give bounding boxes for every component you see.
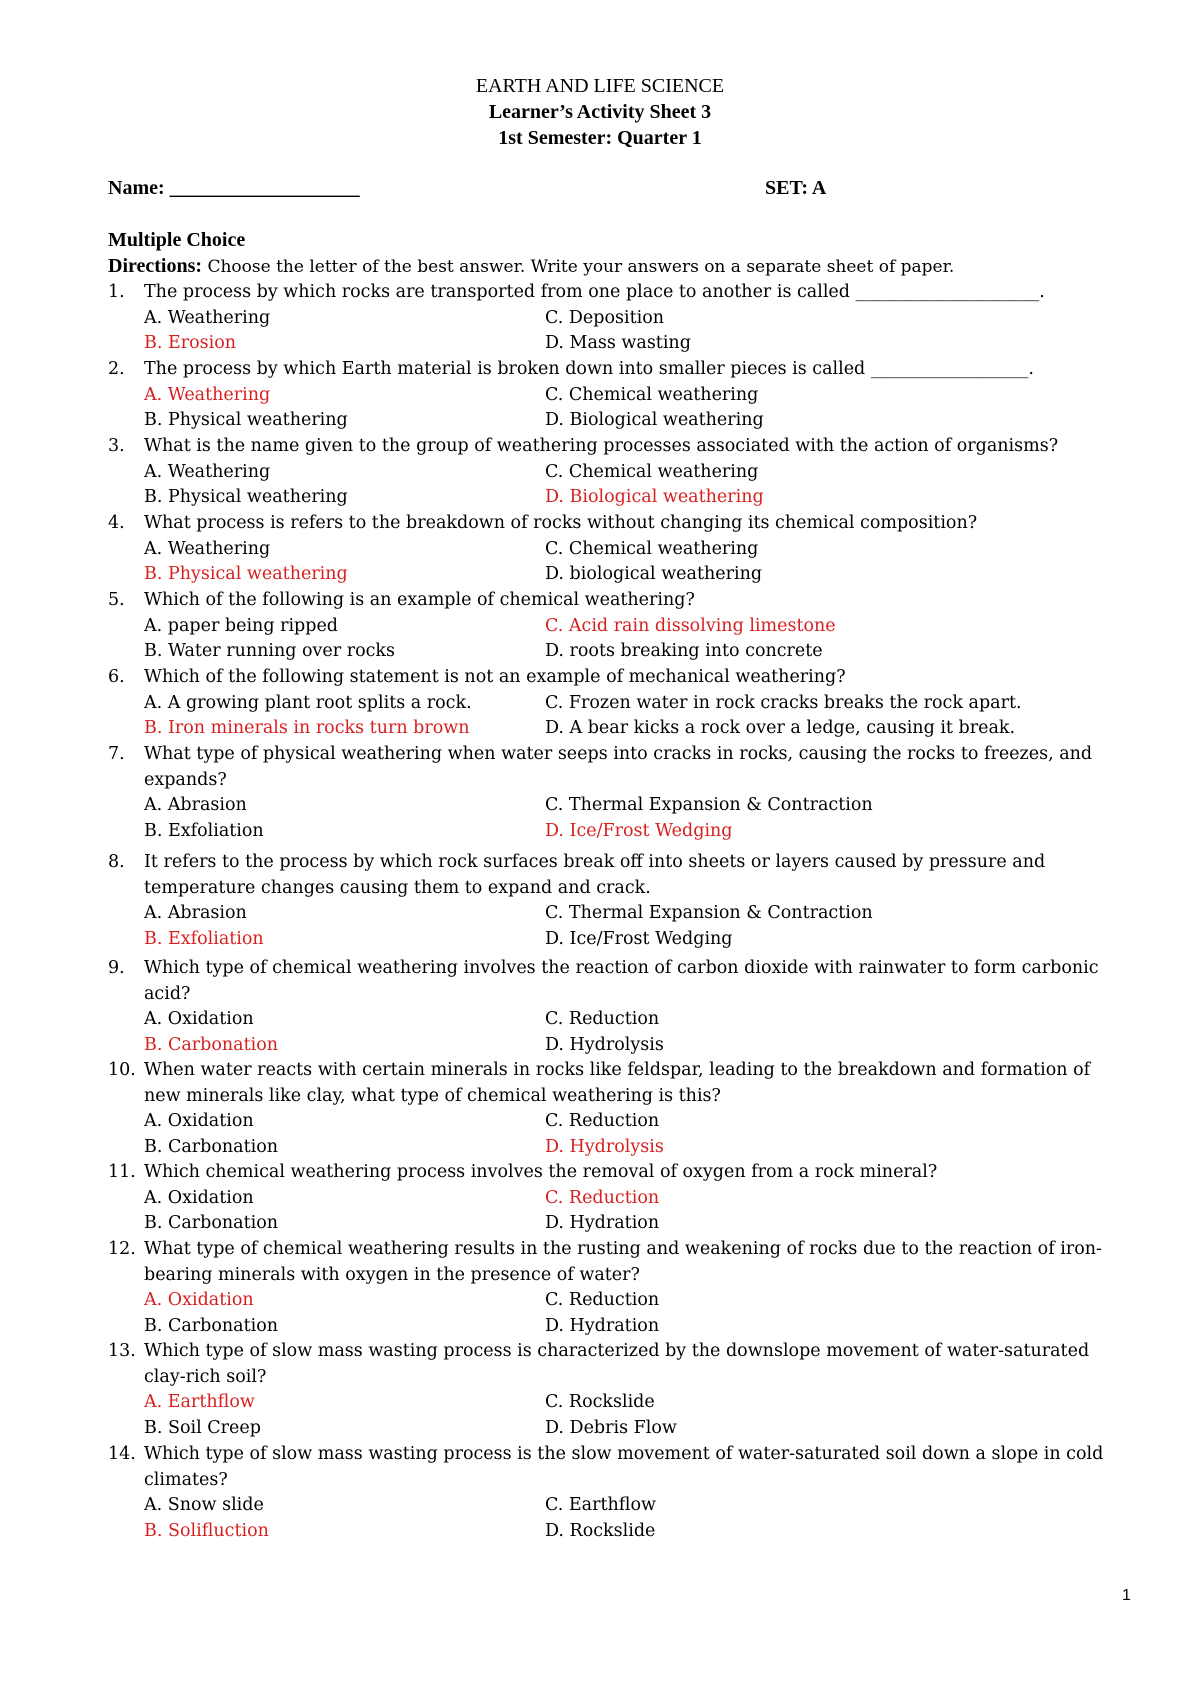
question-item — [108, 1160, 1128, 1237]
option-c: C. Chemical weathering — [545, 538, 759, 559]
question-stem: What is the name given to the group of weathering processes associated with the action of organisms? — [144, 436, 1059, 456]
option-b: B. Water running over rocks — [144, 641, 396, 661]
page-number: 1 — [1122, 1587, 1131, 1604]
instructions-section — [108, 227, 1108, 280]
document-header — [0, 73, 1200, 151]
answer-options — [144, 793, 1128, 844]
question-stem: What type of chemical weathering results in the rusting and weakening of rocks due to the reaction of iron-bearing minerals with oxygen in the presence of water? — [144, 1239, 1102, 1285]
question-stem: Which type of slow mass wasting process is the slow movement of water-saturated soil down a slope in cold climates? — [144, 1444, 1104, 1490]
option-c: C. Earthflow — [545, 1495, 656, 1515]
option-b: B. Carbonation — [144, 1034, 279, 1055]
option-d: D. roots breaking into concrete — [545, 641, 823, 661]
question-stem: What process is refers to the breakdown of rocks without changing its chemical composition? — [144, 513, 978, 533]
option-a: A. Abrasion — [144, 903, 247, 923]
question-stem: Which chemical weathering process involves the removal of oxygen from a rock mineral? — [144, 1162, 938, 1182]
question-item — [108, 1442, 1128, 1544]
option-d: D. Biological weathering — [545, 410, 764, 430]
question-stem: It refers to the process by which rock surfaces break off into sheets or layers caused by pressure and temperature changes causing them to expand and crack. — [144, 852, 1046, 898]
option-a: A. Abrasion — [144, 795, 247, 815]
name-field-label: Name: ___________________ — [108, 177, 360, 199]
option-c: C. Thermal Expansion & Contraction — [545, 903, 873, 923]
question-number: 4. — [108, 513, 125, 533]
option-a: A. Weathering — [144, 538, 271, 559]
question-number: 7. — [108, 744, 125, 764]
directions-label: Directions: — [108, 255, 203, 277]
answer-options — [144, 460, 1128, 511]
question-number: 12. — [108, 1239, 136, 1259]
option-a: A. paper being ripped — [144, 615, 339, 636]
option-d: D. Rockslide — [545, 1520, 656, 1541]
option-d: D. Ice/Frost Wedging — [545, 928, 733, 949]
option-b: B. Carbonation — [144, 1136, 279, 1157]
option-a: A. Weathering — [144, 384, 271, 405]
option-c: C. Thermal Expansion & Contraction — [545, 795, 873, 815]
option-d: D. Mass wasting — [545, 333, 691, 353]
option-c: C. Rockslide — [545, 1392, 655, 1412]
question-item — [108, 956, 1128, 1058]
option-c: C. Chemical weathering — [545, 461, 759, 482]
option-c: C. Frozen water in rock cracks breaks the rock apart. — [545, 692, 1022, 713]
section-title: Multiple Choice — [108, 229, 246, 251]
question-item — [108, 280, 1128, 357]
question-stem: The process by which Earth material is broken down into smaller pieces is called __________________. — [144, 359, 1034, 379]
question-stem: Which type of chemical weathering involves the reaction of carbon dioxide with rainwater to form carbonic acid? — [144, 958, 1099, 1004]
option-b: B. Iron minerals in rocks turn brown — [144, 718, 470, 738]
option-a: A. Oxidation — [144, 1290, 254, 1310]
option-a: A. Snow slide — [144, 1495, 264, 1515]
answer-options — [144, 1007, 1128, 1058]
question-item — [108, 665, 1128, 742]
option-a: A. Oxidation — [144, 1009, 254, 1029]
answer-options — [144, 537, 1128, 588]
question-stem: When water reacts with certain minerals in rocks like feldspar, leading to the breakdown and formation of new minerals like clay, what type of chemical weathering is this? — [144, 1060, 1091, 1106]
question-number: 8. — [108, 852, 125, 872]
option-d: D. Hydrolysis — [545, 1136, 664, 1157]
answer-options — [144, 1493, 1128, 1544]
answer-options — [144, 691, 1128, 742]
answer-options — [144, 306, 1128, 357]
term-title: 1st Semester: Quarter 1 — [498, 127, 702, 149]
option-b: B. Carbonation — [144, 1315, 279, 1336]
option-c: C. Deposition — [545, 307, 665, 328]
question-number: 9. — [108, 958, 125, 978]
option-c: C. Acid rain dissolving limestone — [545, 615, 836, 636]
question-stem: Which of the following statement is not an example of mechanical weathering? — [144, 667, 846, 687]
sheet-title: Learner’s Activity Sheet 3 — [488, 101, 712, 123]
option-b: B. Physical weathering — [144, 564, 348, 584]
question-item — [108, 357, 1128, 434]
option-d: D. Hydration — [545, 1213, 660, 1233]
question-item — [108, 434, 1128, 511]
option-d: D. Biological weathering — [545, 487, 764, 507]
answer-options — [144, 901, 1128, 952]
question-stem: Which type of slow mass wasting process is characterized by the downslope movement of water-saturated clay-rich soil? — [144, 1341, 1090, 1387]
answer-options — [144, 614, 1128, 665]
question-item — [108, 511, 1128, 588]
option-c: C. Reduction — [545, 1111, 660, 1131]
question-item — [108, 1058, 1128, 1160]
option-a: A. A growing plant root splits a rock. — [144, 692, 472, 713]
question-number: 13. — [108, 1341, 136, 1361]
option-b: B. Exfoliation — [144, 820, 264, 841]
option-d: D. Hydrolysis — [545, 1034, 664, 1055]
question-number: 5. — [108, 590, 125, 610]
question-item — [108, 850, 1128, 952]
option-d: D. Ice/Frost Wedging — [545, 820, 733, 841]
option-c: C. Chemical weathering — [545, 384, 759, 405]
question-number: 3. — [108, 436, 125, 456]
question-item — [108, 1339, 1128, 1441]
option-b: B. Physical weathering — [144, 487, 348, 507]
question-number: 2. — [108, 359, 125, 379]
directions-text: Choose the letter of the best answer. Write your answers on a separate sheet of paper. — [202, 257, 955, 277]
option-d: D. Debris Flow — [545, 1417, 677, 1438]
option-d: D. Hydration — [545, 1315, 660, 1336]
answer-options — [144, 383, 1128, 434]
question-number: 1. — [108, 282, 125, 302]
question-stem: What type of physical weathering when water seeps into cracks in rocks, causing the rocks to freezes, and expands? — [144, 744, 1093, 790]
option-b: B. Physical weathering — [144, 410, 348, 430]
question-number: 11. — [108, 1162, 136, 1182]
option-d: D. A bear kicks a rock over a ledge, causing it break. — [545, 718, 1016, 738]
question-number: 6. — [108, 667, 125, 687]
question-number: 14. — [108, 1444, 136, 1464]
answer-options — [144, 1390, 1128, 1441]
set-label: SET: A — [765, 177, 827, 199]
option-b: B. Erosion — [144, 333, 237, 353]
option-b: B. Exfoliation — [144, 928, 264, 949]
option-d: D. biological weathering — [545, 564, 763, 584]
option-c: C. Reduction — [545, 1290, 660, 1310]
directions — [108, 253, 1108, 280]
question-item — [108, 588, 1128, 665]
question-number: 10. — [108, 1060, 136, 1080]
answer-options — [144, 1109, 1128, 1160]
question-stem: The process by which rocks are transported from one place to another is called _____________________. — [144, 282, 1045, 302]
question-stem: Which of the following is an example of chemical weathering? — [144, 590, 695, 610]
option-a: A. Weathering — [144, 307, 271, 328]
option-b: B. Solifluction — [144, 1520, 269, 1541]
question-item — [108, 742, 1128, 844]
option-a: A. Earthflow — [144, 1392, 255, 1412]
subject-title: EARTH AND LIFE SCIENCE — [475, 75, 725, 97]
option-a: A. Oxidation — [144, 1187, 254, 1208]
option-b: B. Soil Creep — [144, 1417, 261, 1438]
answer-options — [144, 1288, 1128, 1339]
answer-options — [144, 1186, 1128, 1237]
question-item — [108, 1237, 1128, 1339]
option-c: C. Reduction — [545, 1187, 660, 1208]
option-a: A. Weathering — [144, 461, 271, 482]
option-a: A. Oxidation — [144, 1111, 254, 1131]
option-c: C. Reduction — [545, 1009, 660, 1029]
option-b: B. Carbonation — [144, 1213, 279, 1233]
name-row — [108, 177, 1108, 200]
